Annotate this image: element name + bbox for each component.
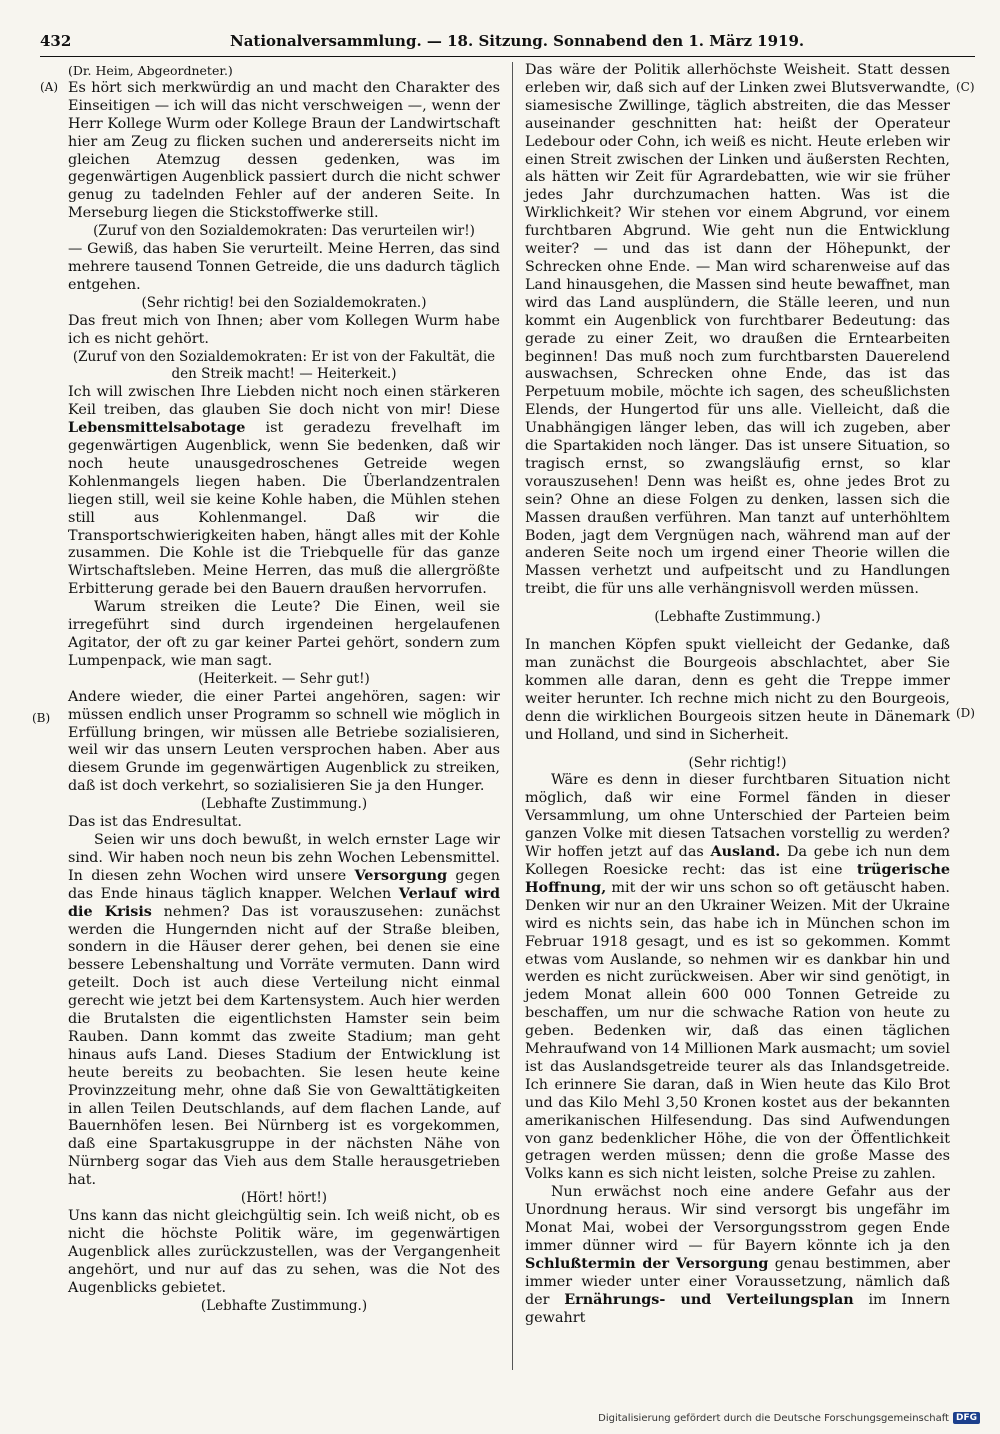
running-head: Nationalversammlung. — 18. Sitzung. Sonnabend den 1. März 1919. [230, 32, 805, 50]
header-rule [40, 56, 975, 57]
right-column [525, 62, 950, 1328]
paragraph: Ich will zwischen Ihre Liebden nicht noch einen stärkeren Keil treiben, das glauben Sie doch nicht von mir! Diese Lebensmittelsabotage ist geradezu frevelhaft im gegenwärtigen Augenblick, wenn Sie bedenken, daß wir noch heute unausgedroschenes Getreide wegen Kohlenmangels liegen haben. Die Überlandzentralen liegen still, weil sie keine Kohle haben, die Mühlen stehen still aus Kohlenmangel. Daß wir die Transportschwierigkeiten haben, hängt alles mit der Kohle zusammen. Die Kohle ist die Triebquelle für das ganze Wirtschaftsleben. Meine Herren, das muß die allergrößte Erbitterung gerade bei den Bauern draußen hervorrufen. [68, 384, 500, 598]
paragraph: Andere wieder, die einer Partei angehören, sagen: wir müssen endlich unser Programm so schnell wie möglich in Erfüllung bringen, wir müssen alle Betriebe sozialisieren, weil wir das unsern Leuten versprochen haben. Aber aus diesem Grunde im gegenwärtigen Augenblick zu streiken, daß ist doch verkehrt, so sozialisieren Sie ja den Hunger. [68, 688, 500, 795]
keyword-lebensmittelsabotage: Lebensmittelsabotage [68, 420, 246, 437]
keyword-versorgung: Versorgung [354, 867, 448, 884]
paragraph: In manchen Köpfen spukt vielleicht der Gedanke, daß man zunächst die Bourgeois abschlachtet, aber Sie kommen alle daran, denn es geht die Treppe immer weiter herunter. Ich rechne mich nicht zu den Bourgeois, denn die wirklichen Bourgeois sitzen heute in Dänemark und Holland, und sind in Sicherheit. [525, 637, 950, 743]
paragraph: Das wäre der Politik allerhöchste Weisheit. Statt dessen erleben wir, daß sich auf der Linken zwei Blutsverwandte, siamesische Zwillinge, täglich abstreiten, die das Messer auseinander geschnitten hat: heißt der Operateur Ledebour oder Cohn, ich weiß es nicht. Heute erleben wir einen Streit zwischen der Linken und äußersten Rechten, als hätten wir Zeit für Agrardebatten, wie wir sie früher jedes Jahr durchzumachen hatten. Was ist die Wirklichkeit? Wir stehen vor einem Abgrund, vor einem furchtbaren Abgrund. Wie geht nun die Entwicklung weiter? — und das ist dann der Höhepunkt, der Schrecken ohne Ende. — Man wird scharenweise auf das Land hinausgehen, die Massen sind heute bewaffnet, man wird das Land ausplündern, die Ställe leeren, und nun kommt ein Augenblick von furchtbarer Bedeutung: das gerade zu einer Zeit, wo draußen die Erntearbeiten beginnen! Das muß noch zum furchtbarsten Dauerelend auswachsen, Schrecken ohne Ende, das ist das Perpetuum mobile, möchte ich sagen, des scheußlichsten Elends, der Hungertod für uns alle. Vielleicht, daß die Unabhängigen länger leben, das will ich zugeben, aber die Spartakiden noch länger. Das ist unsere Situation, so tragisch ernst, so zwangsläufig ernst, so klar vorauszusehen! Denn was heißt es, ohne jedes Brot zu sein? Ohne an diese Folgen zu denken, lassen sich die Massen draußen verführen. Man tanzt auf unterhöhltem Boden, jagt dem Vergnügen nach, während man auf der anderen Seite noch um irgend einer Theorie willen die Massen verhetzt und aufpeitscht und zu Handlungen treibt, die für uns alle verhängnisvoll werden müssen. [525, 62, 950, 598]
interjection: (Zuruf von den Sozialdemokraten: Das verurteilen wir!) [93, 223, 475, 240]
margin-mark-c: (C) [956, 80, 975, 94]
interjection: (Lebhafte Zustimmung.) [654, 609, 821, 626]
footer [598, 1412, 980, 1424]
speaker-label: (Dr. Heim, Abgeordneter.) [68, 63, 233, 78]
margin-mark-a: (A) [40, 80, 59, 94]
footer-text: Digitalisierung gefördert durch die Deutsche Forschungsgemeinschaft [598, 1412, 949, 1424]
dfg-logo: DFG [953, 1412, 980, 1424]
page-header [40, 32, 980, 56]
keyword-truegerische-hoffnung: trügerische Hoffnung, [525, 861, 950, 896]
paragraph: — Gewiß, das haben Sie verurteilt. Meine Herren, das sind mehrere tausend Tonnen Getreide, die uns dadurch täglich entgehen. [68, 241, 500, 293]
paragraph: Das freut mich von Ihnen; aber vom Kollegen Wurm habe ich es nicht gehört. [68, 312, 500, 347]
interjection: (Heiterkeit. — Sehr gut!) [198, 670, 370, 687]
page-number: 432 [40, 32, 72, 50]
paragraph: Uns kann das nicht gleichgültig sein. Ich weiß nicht, ob es nicht die höchste Politik wäre, im gegenwärtigen Augenblick alles zurückzustellen, was der Vergangenheit angehört, und nur auf das zu sehen, was die Not des Augenblicks gebietet. [68, 1208, 500, 1296]
interjection: (Lebhafte Zustimmung.) [200, 1297, 368, 1314]
interjection: (Sehr richtig! bei den Sozialdemokraten.) [141, 294, 427, 311]
keyword-schlusstermin: Schlußtermin der Versorgung [525, 1255, 769, 1272]
column-divider [512, 62, 513, 1370]
paragraph: Wäre es denn in dieser furchtbaren Situation nicht möglich, daß wir eine Formel fänden in dieser Versammlung, um ohne Unterschied der Parteien beim ganzen Volke mit diesen Tatsachen vorstellig zu werden? Wir hoffen jetzt auf das Ausland. Da gebe ich nun dem Kollegen Roesicke recht: das ist eine trügerische Hoffnung, mit der wir uns schon so oft getäuscht haben. Denken wir nur an den Ukrainer Weizen. Mit der Ukraine wird es nichts sein, das habe ich in München schon im Februar 1918 gesagt, und es ist so gekommen. Kommt etwas vom Auslande, so nehmen wir es dankbar hin und werden es nicht zurückweisen. Aber wir sind genötigt, in jedem Monat allein 600 000 Tonnen Getreide zu beschaffen, um nur die schwache Ration von heute zu geben. Bedenken wir, daß das einen täglichen Mehraufwand von 14 Millionen Mark ausmacht; um soviel ist das Auslandsgetreide teurer als das Inlandsgetreide. Ich erinnere Sie daran, daß in Wien heute das Kilo Brot und das Kilo Mehl 3,50 Kronen kostet aus der bekannten amerikanischen Hilfesendung. Das sind Aufwendungen von ganz bedenklicher Höhe, die von der Öffentlichkeit getragen werden müssen; denn die große Masse des Volks kann es sich nicht leisten, solche Preise zu zahlen. [525, 772, 950, 1183]
interjection: (Zuruf von den Sozialdemokraten: Er ist von der Fakultät, die den Streik macht! — Heiterkeit.) [72, 348, 496, 383]
paragraph: Warum streiken die Leute? Die Einen, weil sie irregeführt sind durch irgendeinen hergelaufenen Agitator, der oft zu gar keiner Partei gehört, sondern zum Lumpenpack, wie man sagt. [68, 599, 500, 669]
paragraph: Nun erwächst noch eine andere Gefahr aus der Unordnung heraus. Wir sind versorgt bis ungefähr im Monat Mai, wobei der Versorgungsstrom gegen Ende immer dünner wird — für Bayern könnte ich ja den Schlußtermin der Versorgung genau bestimmen, aber immer wieder unter einer Voraussetzung, nämlich daß der Ernährungs- und Verteilungsplan im Innern gewahrt [525, 1184, 951, 1326]
margin-mark-d: (D) [956, 706, 975, 720]
keyword-ausland: Ausland. [710, 844, 781, 861]
interjection: (Lebhafte Zustimmung.) [200, 796, 368, 813]
keyword-verlauf-krisis: Verlauf wird die Krisis [68, 885, 501, 920]
paragraph: Das ist das Endresultat. [68, 814, 242, 831]
left-column [68, 62, 500, 1315]
paragraph: Seien wir uns doch bewußt, in welch ernster Lage wir sind. Wir haben noch neun bis zehn Wochen Lebensmittel. In diesen zehn Wochen wird unsere Versorgung gegen das Ende hinaus täglich knapper. Welchen Verlauf wird die Krisis nehmen? Das ist vorauszusehen: zunächst werden die Hungernden nicht auf der Straße bleiben, sondern in die Häuser derer gehen, bei denen sie eine bessere Lebenshaltung und Vorräte vermuten. Dann wird geteilt. Doch ist auch diese Verteilung nicht einmal gerecht wie jetzt bei dem Kartensystem. Auch hier werden die Brutalsten die eigentlichsten Hamster sein beim Rauben. Dann kommt das zweite Stadium; man geht hinaus aufs Land. Dieses Stadium der Entwicklung ist heute bereits zu beobachten. Sie lesen heute keine Provinzzeitung mehr, ohne daß Sie von Gewalttätigkeiten in allen Teilen Deutschlands, auf dem flachen Lande, auf Bauernhöfen lesen. Bei Nürnberg ist es vorgekommen, daß eine Spartakusgruppe in der nächsten Nähe von Nürnberg sogar das Vieh aus dem Stalle herausgetrieben hat. [68, 831, 501, 1189]
keyword-ernaehrungsplan: Ernährungs- und Verteilungsplan [564, 1291, 854, 1308]
interjection: (Hört! hört!) [240, 1190, 328, 1207]
margin-mark-b: (B) [32, 711, 51, 725]
paragraph: Es hört sich merkwürdig an und macht den Charakter des Einseitigen — ich will das nicht verschweigen —, wenn der Herr Kollege Wurm oder Kollege Braun der Landwirtschaft hier am Zeug zu flicken suchen und andererseits nicht im gleichen Atemzug dessen gedenken, was im gegenwärtigen Augenblick passiert durch die nicht schwer genug zu tadelnden Fehler auf der anderen Seite. In Merseburg liegen die Stickstoffwerke still. [68, 79, 500, 222]
interjection: (Sehr richtig!) [688, 754, 787, 771]
